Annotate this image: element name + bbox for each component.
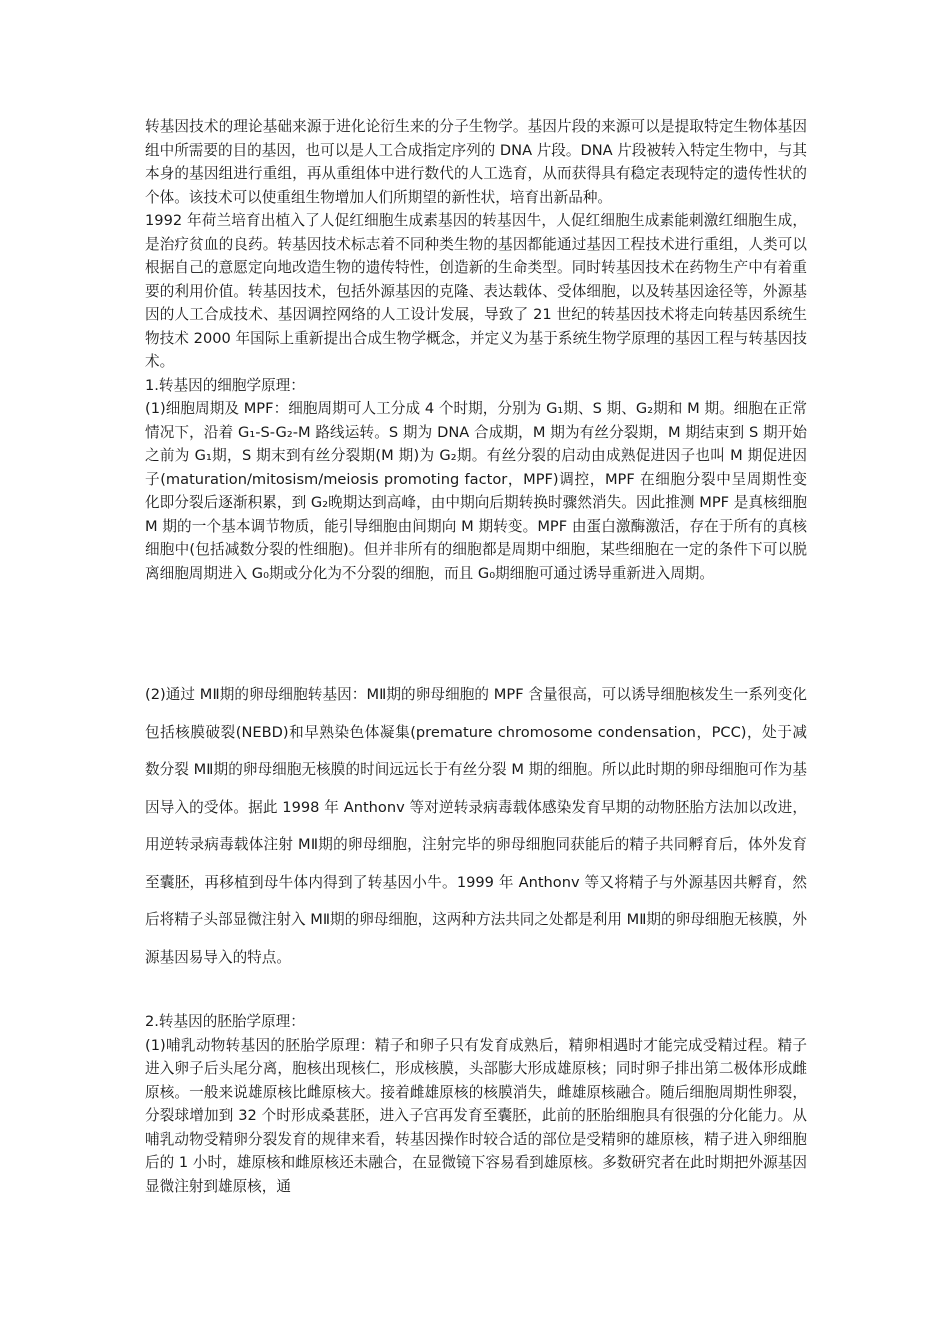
section-heading-embryology: 2.转基因的胚胎学原理：: [145, 1013, 305, 1030]
paragraph-intro: 转基因技术的理论基础来源于进化论衍生来的分子生物学。基因片段的来源可以是提取特定生物体基因组中所需要的目的基因，也可以是人工合成指定序列的 DNA 片段。DNA 片段被转入特定生物中，与其本身的基因组进行重组，再从重组体中进行数代的人工选育，从而获得具有稳定表现特定的遗传性状的个体。该技术可以使重组生物增加人们所期望的新性状，培育出新品种。: [145, 118, 807, 206]
text-block-mid: [145, 676, 807, 976]
section-heading-cytology: 1.转基因的细胞学原理：: [145, 376, 305, 394]
paragraph-oocyte: (2)通过 MⅡ期的卵母细胞转基因：MⅡ期的卵母细胞的 MPF 含量很高，可以诱导细胞核发生一系列变化包括核膜破裂(NEBD)和早熟染色体凝集(premature chromosome condensation，PCC)，处于减数分裂 MⅡ期的卵母细胞无核膜的时间远远长于有丝分裂 M 期的细胞。所以此时期的卵母细胞可作为基因导入的受体。据此 1998 年 Anthonv 等对逆转录病毒载体感染发育早期的动物胚胎方法加以改进，用逆转录病毒载体注射 MⅡ期的卵母细胞，注射完毕的卵母细胞同获能后的精子共同孵育后，体外发育至囊胚，再移植到母牛体内得到了转基因小牛。1999 年 Anthonv 等又将精子与外源基因共孵育，然后将精子头部显微注射入 MⅡ期的卵母细胞，这两种方法共同之处都是利用 MⅡ期的卵母细胞无核膜，外源基因易导入的特点。: [145, 686, 807, 966]
paragraph-cell-cycle: (1)细胞周期及 MPF：细胞周期可人工分成 4 个时期，分别为 G₁期、S 期、G₂期和 M 期。细胞在正常情况下，沿着 G₁-S-G₂-M 路线运转。S 期为 DNA 合成期，M 期为有丝分裂期，M 期结束到 S 期开始之前为 G₁期，S 期末到有丝分裂期(M 期)为 G₂期。有丝分裂的启动由成熟促进因子也叫 M 期促进因子(maturation/mitosism/meiosis promoting factor，MPF)调控，MPF 在细胞分裂中呈周期性变化即分裂后逐渐积累，到 G₂晚期达到高峰，由中期向后期转换时骤然消失。因此推测 MPF 是真核细胞 M 期的一个基本调节物质，能引导细胞由间期向 M 期转变。MPF 由蛋白激酶激活，存在于所有的真核细胞中(包括减数分裂的性细胞)。但并非所有的细胞都是周期中细胞，某些细胞在一定的条件下可以脱离细胞周期进入 G₀期或分化为不分裂的细胞，而且 G₀期细胞可通过诱导重新进入周期。: [145, 400, 807, 582]
text-block-top: [145, 115, 807, 585]
paragraph-mammal-embryo: (1)哺乳动物转基因的胚胎学原理：精子和卵子只有发育成熟后，精卵相遇时才能完成受精过程。精子进入卵子后头尾分离，胞核出现核仁，形成核膜，头部膨大形成雄原核；同时卵子排出第二极体形成雌原核。一般来说雄原核比雌原核大。接着雌雄原核的核膜消失，雌雄原核融合。随后细胞周期性卵裂，分裂球增加到 32 个时形成桑葚胚，进入子宫再发育至囊胚，此前的胚胎细胞具有很强的分化能力。从哺乳动物受精卵分裂发育的规律来看，转基因操作时较合适的部位是受精卵的雄原核，精子进入卵细胞后的 1 小时，雄原核和雌原核还未融合，在显微镜下容易看到雄原核。多数研究者在此时期把外源基因显微注射到雄原核，通: [145, 1036, 807, 1195]
paragraph-history: 1992 年荷兰培育出植入了人促红细胞生成素基因的转基因牛，人促红细胞生成素能刺激红细胞生成，是治疗贫血的良药。转基因技术标志着不同种类生物的基因都能通过基因工程技术进行重组，人类可以根据自己的意愿定向地改造生物的遗传特性，创造新的生命类型。同时转基因技术在药物生产中有着重要的利用价值。转基因技术，包括外源基因的克隆、表达载体、受体细胞，以及转基因途径等，外源基因的人工合成技术、基因调控网络的人工设计发展，导致了 21 世纪的转基因技术将走向转基因系统生物技术 2000 年国际上重新提出合成生物学概念，并定义为基于系统生物学原理的基因工程与转基因技术。: [145, 212, 807, 370]
text-block-bottom: [145, 1010, 807, 1198]
